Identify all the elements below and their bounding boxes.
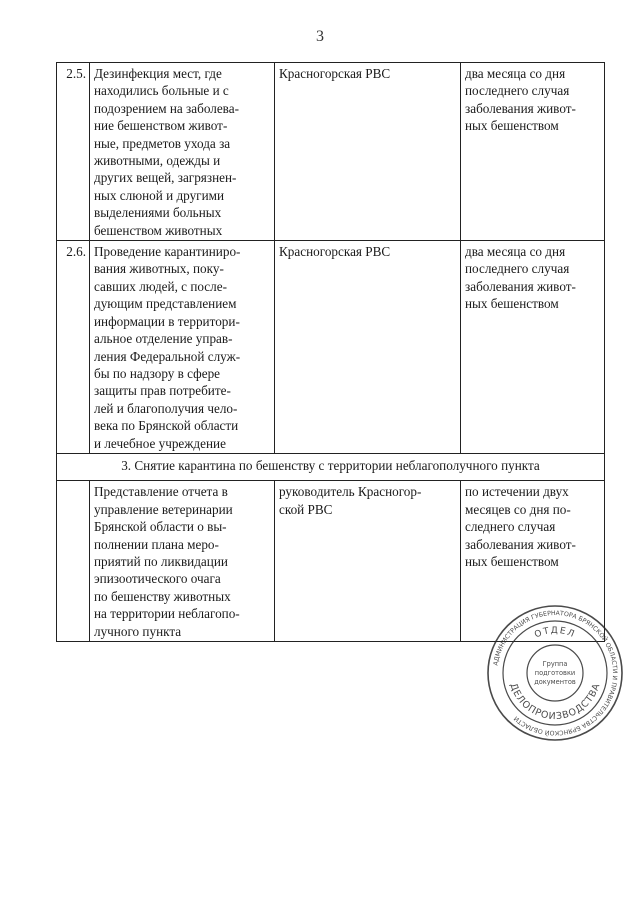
stamp-inner-line-2: подготовки (534, 669, 576, 677)
action-cell: Представление отчета в управление ветеринарии Брянской области о вы- полнении плана меро- приятий по ликвидации эпизоотического очага по бешенству животных на территории неблагопо- лучного пункта (90, 481, 275, 642)
responsible-cell: руководитель Красногор- ской РВС (275, 481, 461, 642)
row-number (57, 481, 90, 642)
action-cell: Дезинфекция мест, где находились больные и с подозрением на заболева- ние бешенством живот- ные, предметов ухода за животными, одежды и других вещей, загрязнен- ных слюной и другими выделениями больных бешенством животных (90, 63, 275, 241)
table-row (57, 241, 605, 454)
row-number: 2.6. (57, 241, 90, 454)
department-stamp (485, 603, 625, 743)
action-cell: Проведение карантиниро- вания животных, поку- савших людей, с после- дующим представлением информации в территори- альное отделение управ- ления Федеральной служ- бы по надзору в сфере защиты прав потребите- лей и благополучия чело- века по Брянской области и лечебное учреждение (90, 241, 275, 454)
stamp-inner-line-1: Группа (542, 660, 568, 668)
deadline-cell: два месяца со дня последнего случая заболевания живот- ных бешенством (461, 63, 605, 241)
measures-table (56, 62, 605, 642)
responsible-cell: Красногорская РВС (275, 63, 461, 241)
table-row (57, 63, 605, 241)
deadline-cell: по истечении двух месяцев со дня по- следнего случая заболевания живот- ных бешенством (461, 481, 605, 642)
stamp-outer-text: АДМИНИСТРАЦИЯ ГУБЕРНАТОРА БРЯНСКОЙ ОБЛАСТИ И ПРАВИТЕЛЬСТВА БРЯНСКОЙ ОБЛАСТИ (492, 609, 619, 737)
section-heading: 3. Снятие карантина по бешенству с территории неблагополучного пункта (57, 453, 605, 480)
stamp-inner-line-3: документов (534, 678, 576, 686)
section-heading-row (57, 453, 605, 480)
stamp-dept-bottom: ДЕЛОПРОИЗВОДСТВА (507, 681, 603, 723)
row-number: 2.5. (57, 63, 90, 241)
page-number: 3 (316, 28, 324, 45)
deadline-cell: два месяца со дня последнего случая заболевания живот- ных бешенством (461, 241, 605, 454)
responsible-cell: Красногорская РВС (275, 241, 461, 454)
stamp-dept-top: ОТДЕЛ (533, 625, 577, 641)
